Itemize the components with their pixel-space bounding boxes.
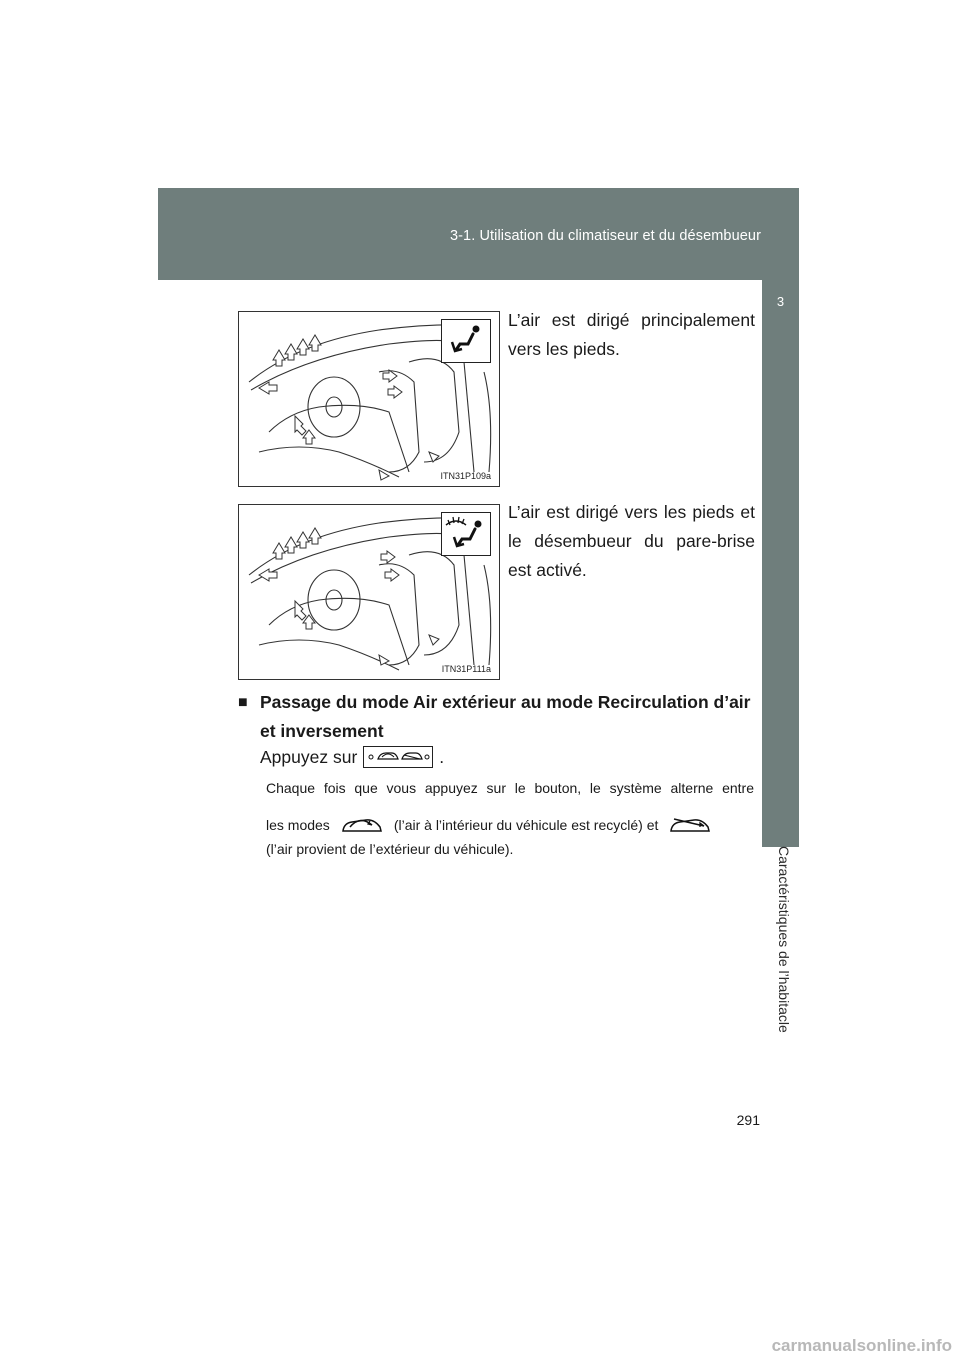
chapter-tab: [762, 280, 799, 847]
figure-caption: L’air est dirigé vers les pieds et le désembueur du pare-brise est activé.: [508, 502, 755, 580]
bullet-square-icon: ■: [238, 694, 248, 711]
press-instruction: [260, 744, 444, 770]
note-line-2-b: (l’air à l’intérieur du véhicule est recyclé) et: [393, 817, 659, 833]
air-intake-button-icon: [363, 746, 433, 768]
note-line-1: Chaque fois que vous appuyez sur le bouton, le système alterne entre: [266, 780, 754, 796]
feet-defrost-airflow-icon: [441, 512, 491, 556]
chapter-number: 3: [776, 294, 785, 309]
figure-caption: L’air est dirigé principalement vers les pieds.: [508, 310, 755, 359]
recirculation-car-icon: [340, 813, 384, 837]
feet-airflow-icon: [441, 319, 491, 363]
section-heading-text: Passage du mode Air extérieur au mode Recirculation d’air et inversement: [260, 692, 751, 741]
header-band: [158, 188, 799, 280]
figure-code: ITN31P111a: [441, 664, 491, 674]
section-heading: [238, 688, 758, 746]
note-line-2-a: les modes: [266, 817, 330, 833]
section-title: 3-1. Utilisation du climatiseur et du désembueur: [449, 228, 761, 244]
chapter-label: Caractéristiques de l’habitacle: [776, 846, 792, 1033]
figure-feet-mode: [238, 311, 500, 487]
watermark: carmanualsonline.info: [771, 1336, 952, 1355]
page-number: 291: [736, 1112, 760, 1128]
press-prefix: Appuyez sur: [260, 747, 358, 767]
press-suffix: .: [439, 747, 445, 767]
fresh-air-car-icon: [668, 813, 712, 837]
figure-code: ITN31P109a: [440, 471, 491, 481]
chapter-label-wrap: [760, 846, 800, 1146]
note-line-3: (l’air provient de l’extérieur du véhicule).: [266, 841, 514, 857]
note-line-2: [266, 808, 754, 842]
figure-feet-defrost-mode: [238, 504, 500, 680]
